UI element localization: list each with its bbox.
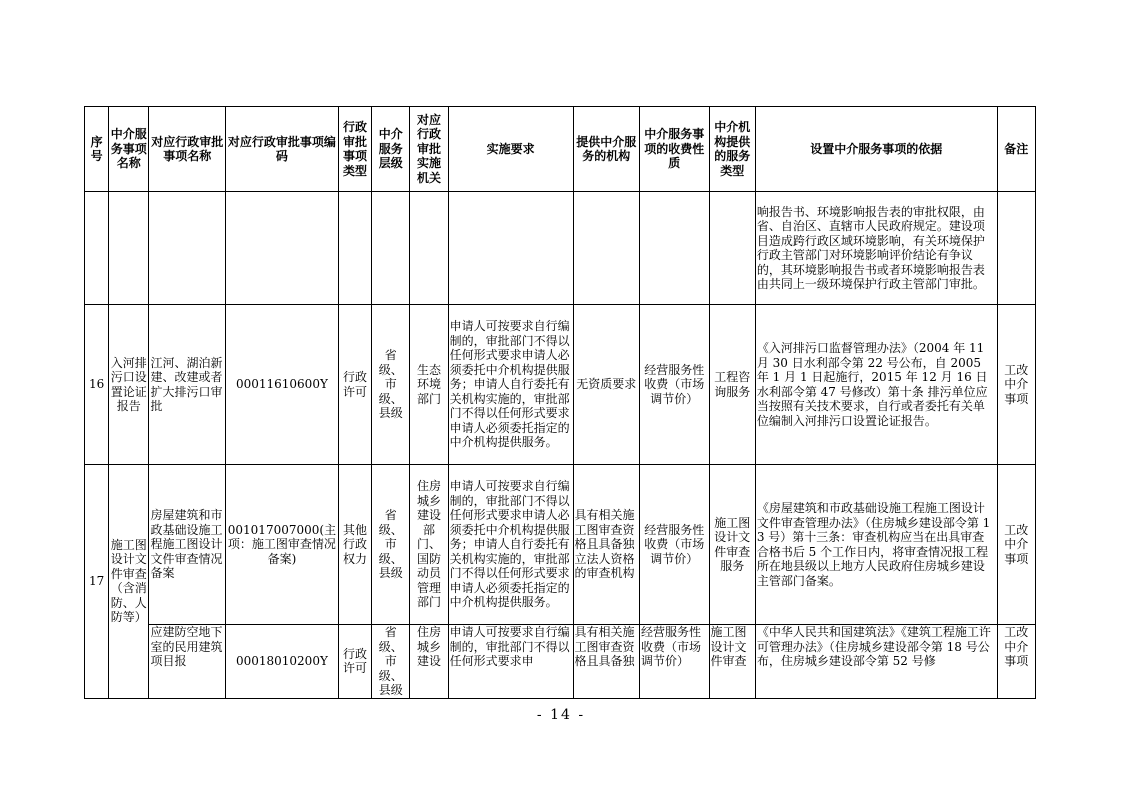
header-remark: 备注 xyxy=(997,107,1035,192)
cell-remark: 工改中介事项 xyxy=(997,625,1035,699)
cell-service-level: 省级、市级、县级 xyxy=(372,465,410,625)
cell-service-name: 施工图设计文件审查（含消防、人防等） xyxy=(109,465,149,699)
cell-basis: 《中华人民共和国建筑法》《建筑工程施工许可管理办法》（住房城乡建设部令第 18 号公布，住房城乡建设部令第 52 号修 xyxy=(755,625,997,699)
cell-provider-type: 工程咨询服务 xyxy=(709,305,755,465)
cell-approval-name: 房屋建筑和市政基础设施工程施工图设计文件审查情况备案 xyxy=(149,465,226,625)
cell-provider: 具有相关施工图审查资格且具备独立法人资格的审查机构 xyxy=(573,465,639,625)
cell-service-name: 入河排污口设置论证报告 xyxy=(109,305,149,465)
cell-empty xyxy=(410,192,448,305)
cell-service-level: 省级、市级、县级 xyxy=(372,305,410,465)
table-row-17b xyxy=(85,625,1036,699)
header-provider-type: 中介机构提供的服务类型 xyxy=(709,107,755,192)
cell-requirements: 申请人可按要求自行编制的，审批部门不得以任何形式要求申 xyxy=(448,625,573,699)
cell-provider: 具有相关施工图审查资格且具备独 xyxy=(573,625,639,699)
cell-approval-code: 00018010200Y xyxy=(226,625,339,699)
header-requirements: 实施要求 xyxy=(448,107,573,192)
cell-seq: 17 xyxy=(85,465,109,699)
header-fee-nature: 中介服务事项的收费性质 xyxy=(640,107,710,192)
cell-empty xyxy=(709,192,755,305)
cell-fee-nature: 经营服务性收费（市场调节价） xyxy=(640,625,710,699)
cell-empty xyxy=(372,192,410,305)
cell-approval-org: 生态环境部门 xyxy=(410,305,448,465)
table-row-continued xyxy=(85,192,1036,305)
header-service-name: 中介服务事项名称 xyxy=(109,107,149,192)
cell-provider-type: 施工图设计文件审查 xyxy=(709,625,755,699)
header-row xyxy=(85,107,1036,192)
table-row-16 xyxy=(85,305,1036,465)
cell-approval-name: 应建防空地下室的民用建筑项目报 xyxy=(149,625,226,699)
cell-empty xyxy=(448,192,573,305)
header-provider: 提供中介服务的机构 xyxy=(573,107,639,192)
header-basis: 设置中介服务事项的依据 xyxy=(755,107,997,192)
header-seq: 序号 xyxy=(85,107,109,192)
header-approval-code: 对应行政审批事项编码 xyxy=(226,107,339,192)
cell-empty xyxy=(997,192,1035,305)
cell-fee-nature: 经营服务性收费（市场调节价） xyxy=(640,305,710,465)
cell-provider-type: 施工图设计文件审查服务 xyxy=(709,465,755,625)
cell-approval-name: 江河、湖泊新建、改建或者扩大排污口审批 xyxy=(149,305,226,465)
cell-basis: 响报告书、环境影响报告表的审批权限，由省、自治区、直辖市人民政府规定。建设项目造成跨行政区域环境影响，有关环境保护行政主管部门对环境影响评价结论有争议的，其环境影响报告书或者环境影响报告表由共同上一级环境保护行政主管部门审批。 xyxy=(755,192,997,305)
cell-empty xyxy=(338,192,371,305)
header-approval-type: 行政审批事项类型 xyxy=(338,107,371,192)
cell-seq: 16 xyxy=(85,305,109,465)
cell-approval-code: 00011610600Y xyxy=(226,305,339,465)
cell-approval-code: 001017007000(主项：施工图审查情况备案) xyxy=(226,465,339,625)
cell-basis: 《房屋建筑和市政基础设施工程施工图设计文件审查管理办法》（住房城乡建设部令第 13 号）第十三条：审查机构应当在出具审查合格书后 5 个工作日内，将审查情况报工程所在地县级以上地方人民政府住房城乡建设主管部门备案。 xyxy=(755,465,997,625)
cell-approval-org: 住房城乡建设部门、国防动员管理部门 xyxy=(410,465,448,625)
page-number: - 14 - xyxy=(536,707,586,723)
cell-provider: 无资质要求 xyxy=(573,305,639,465)
cell-requirements: 申请人可按要求自行编制的，审批部门不得以任何形式要求申请人必须委托中介机构提供服务；申请人自行委托有关机构实施的，审批部门不得以任何形式要求申请人必须委托指定的中介机构提供服务。 xyxy=(448,465,573,625)
cell-empty xyxy=(85,192,109,305)
cell-service-level: 省级、市级、县级 xyxy=(372,625,410,699)
cell-remark: 工改中介事项 xyxy=(997,305,1035,465)
header-approval-org: 对应行政审批实施机关 xyxy=(410,107,448,192)
cell-approval-type: 行政许可 xyxy=(338,625,371,699)
table-row-17 xyxy=(85,465,1036,625)
cell-fee-nature: 经营服务性收费（市场调节价） xyxy=(640,465,710,625)
cell-remark: 工改中介事项 xyxy=(997,465,1035,625)
cell-empty xyxy=(573,192,639,305)
cell-empty xyxy=(109,192,149,305)
cell-empty xyxy=(149,192,226,305)
cell-approval-type: 其他行政权力 xyxy=(338,465,371,625)
header-approval-name: 对应行政审批事项名称 xyxy=(149,107,226,192)
cell-approval-type: 行政许可 xyxy=(338,305,371,465)
cell-empty xyxy=(226,192,339,305)
intermediary-services-table xyxy=(84,106,1036,699)
cell-approval-org: 住房城乡建设 xyxy=(410,625,448,699)
header-service-level: 中介服务层级 xyxy=(372,107,410,192)
cell-basis: 《入河排污口监督管理办法》（2004 年 11 月 30 日水利部令第 22 号公布，自 2005 年 1 月 1 日起施行，2015 年 12 月 16 日水利部令第 47 号修改）第十条 排污单位应当按照有关技术要求，自行或者委托有关单位编制入河排污口设置论证报告。 xyxy=(755,305,997,465)
cell-empty xyxy=(640,192,710,305)
cell-requirements: 申请人可按要求自行编制的，审批部门不得以任何形式要求申请人必须委托中介机构提供服务；申请人自行委托有关机构实施的，审批部门不得以任何形式要求申请人必须委托指定的中介机构提供服务。 xyxy=(448,305,573,465)
